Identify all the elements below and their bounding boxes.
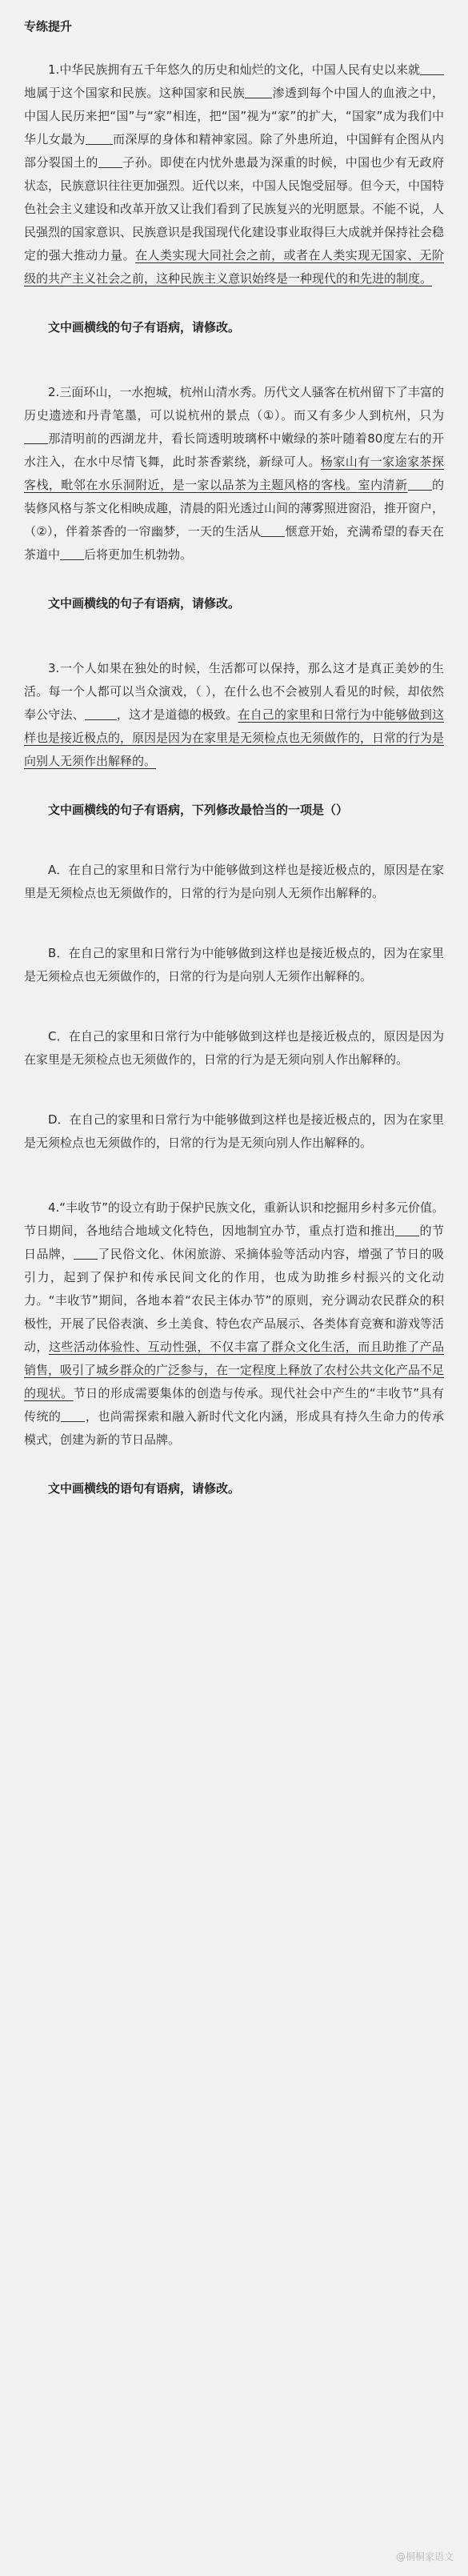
question-3 bbox=[24, 657, 444, 1155]
passage-text: 那清明前的西湖龙井，看长筒透明玻璃杯中嫩绿的茶叶随着80度左右的开水注入，在水中尽情飞舞，此时茶香萦绕，新绿可人。 bbox=[24, 431, 444, 469]
passage-text: 子孙。即使在内忧外患最为深重的时候，中国也少有无政府状态，民族意识往往更加强烈。近代以来，中国人民饱受屈辱。但今天，中国特色社会主义建设和改革开放又让我们看到了民族复兴的光明愿景。不能不说，人民强烈的国家意识、民族意识是我国现代化建设事业取得巨大成就并保持社会稳定的强大推动力量。 bbox=[24, 155, 445, 262]
fill-blank bbox=[245, 85, 272, 98]
question-1 bbox=[24, 58, 444, 339]
fill-blank bbox=[60, 547, 84, 560]
question-2-instruction: 文中画横线的句子有语病，请修改。 bbox=[48, 596, 241, 611]
passage-text: ，也尚需探索和融入新时代文化内涵，形成具有持久生命力的传承模式，创建为新的节日品牌。 bbox=[24, 1409, 444, 1447]
question-2-passage bbox=[24, 381, 444, 567]
fill-blank bbox=[98, 154, 122, 168]
passage-text: 1.中华民族拥有五千年悠久的历史和灿烂的文化，中国人民有史以来就 bbox=[48, 62, 420, 77]
passage-text: 的节日品牌， bbox=[24, 1224, 444, 1261]
option-b: B．在自己的家里和日常行为中能够做到这样也是接近极点的，因为在家里是无须检点也无须做作的，日常的行为是向别人无须作出解释的。 bbox=[24, 946, 444, 984]
underlined-sentence: 杨家山有一家途家茶探客栈，毗邻在水乐洞附近，是一家以品茶为主题风格的客栈。 bbox=[24, 455, 444, 492]
question-1-passage bbox=[24, 58, 444, 290]
passage-text: 3.一个人如果在独处的时候，生活都可以保持，那么这才是真正美妙的生活。每一个人都可以当众演戏，（ ），在什么也不会被别人看见的时候，却依然奉公守法、 bbox=[24, 661, 444, 722]
passage-text: 的装修风格与茶文化相映成趣，清晨的阳光透过山间的薄雾照进窗沿，推开窗户，（②），伴着茶香的一帘幽梦，一天的生活从 bbox=[24, 478, 445, 539]
fill-blank bbox=[408, 477, 432, 491]
passage-text: 后将更加生机勃勃。 bbox=[84, 547, 193, 562]
question-2 bbox=[24, 381, 444, 615]
fill-blank bbox=[24, 431, 48, 444]
fill-blank bbox=[261, 523, 285, 537]
question-4-instruction: 文中画横线的语句有语病，请修改。 bbox=[48, 1481, 241, 1496]
question-3-passage bbox=[24, 657, 444, 773]
passage-text: 2.三面环山，一水抱城，杭州山清水秀。历代文人骚客在杭州留下了丰富的历史遗迹和丹青笔墨，可以说杭州的景点（①）。而又有多少人到杭州，只为 bbox=[24, 385, 444, 423]
question-3-instruction: 文中画横线的句子有语病，下列修改最恰当的一项是（） bbox=[48, 803, 349, 817]
watermark: @桐桐家语文 bbox=[395, 2551, 454, 2562]
option-c: C．在自己的家里和日常行为中能够做到这样也是接近极点的，原因是因为在家里是无须检点也无须做作的，日常的行为是无须向别人作出解释的。 bbox=[24, 1029, 444, 1067]
fill-blank bbox=[420, 62, 444, 75]
fill-blank bbox=[395, 1223, 419, 1236]
passage-text: 节日的形成需要集体的创造与传承。现代社会中产生的“丰收节”具有传统的 bbox=[24, 1386, 444, 1424]
passage-text: ，这才是道德的极致。 bbox=[116, 707, 238, 722]
fill-blank bbox=[74, 1246, 98, 1260]
passage-text: 4.“丰收节”的设立有助于保护民族文化，重新认识和挖掘用乡村多元价值。节日期间，各地结合地域文化特色，因地制宜办节，重点打造和推出 bbox=[24, 1200, 444, 1238]
underlined-sentence: 这些活动体验性、互动性强，不仅丰富了群众文化生活，而且助推了产品销售，吸引了城乡群众的广泛参与，在一定程度上释放了农村公共文化产品不足的现状。 bbox=[24, 1340, 445, 1400]
passage-text: 惬意开始，充满希望的春天在茶道中 bbox=[24, 524, 444, 562]
passage-text: 渗透到每个中国人的血液之中，中国人民历来把“国”与“家”相连，把“国”视为“家”的扩大，“国家”成为我们中华儿女最为 bbox=[24, 86, 444, 146]
section-heading: 专练提升 bbox=[24, 19, 73, 34]
question-4-passage bbox=[24, 1196, 444, 1452]
question-4 bbox=[24, 1196, 444, 1500]
passage-text: 了民俗文化、休闲旅游、采摘体验等活动内容，增强了节日的吸引力，起到了保护和传承民间文化的作用，也成为助推乡村振兴的文化动力。“丰收节”期间，各地本着“农民主体办节”的原则，充分调动农民群众的积极性，开展了民俗表演、乡土美食、特色农产品展示、各类体育竞赛和游戏等活动， bbox=[24, 1247, 445, 1354]
option-d: D．在自己的家里和日常行为中能够做到这样也是接近极点的，因为在家里是无须检点也无须做作的，日常的行为是无须向别人作出解释的。 bbox=[24, 1112, 444, 1150]
underlined-sentence: 在自己的家里和日常行为中能够做到这样也是接近极点的，原因是因为在家里是无须检点也无须做作的，日常的行为是向别人无须作出解释的。 bbox=[24, 707, 445, 768]
passage-text: 地属于这个国家和民族。这种国家和民族 bbox=[24, 86, 246, 100]
underlined-sentence: 在人类实现大同社会之前，或者在人类实现无国家、无阶级的共产主义社会之前，这种民族主义意识始终是一种现代的和先进的制度。 bbox=[24, 248, 444, 286]
fill-blank bbox=[61, 1408, 85, 1422]
passage-text: 而深厚的身体和精神家园。除了外患所迫，中国鲜有企图从内部分裂国土的 bbox=[24, 132, 444, 170]
question-1-instruction: 文中画横线的句子有语病，请修改。 bbox=[48, 320, 241, 335]
fill-blank bbox=[85, 707, 117, 720]
fill-blank bbox=[86, 131, 113, 145]
option-a: A．在自己的家里和日常行为中能够做到这样也是接近极点的，原因是在家里是无须检点也无须做作的，日常的行为是向别人无须作出解释的。 bbox=[24, 863, 444, 900]
underlined-sentence: 室内清新 bbox=[358, 478, 408, 492]
